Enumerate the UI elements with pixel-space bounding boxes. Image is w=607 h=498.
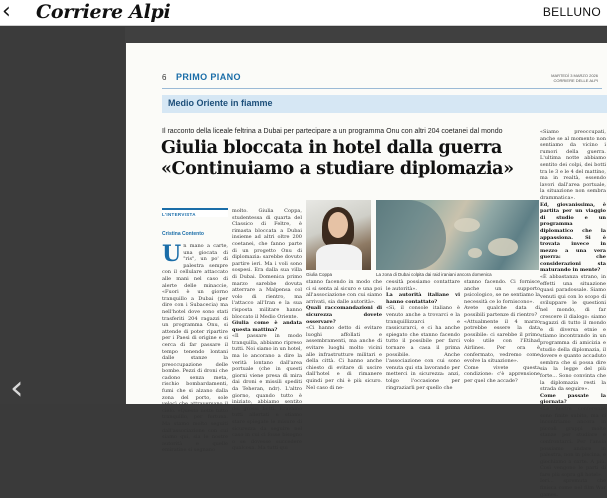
side-column-question: Ed, giovanissima, è partita per un viaggio di studio e un programma diplomatico che la appassiona. Si è trovata invece in mezzo a una vera guerra: che considerazioni sta maturando in mente? — [540, 201, 606, 274]
interview-tag-block — [162, 208, 228, 237]
side-column-question-2: Come passate la giornata? — [540, 392, 606, 406]
page-date-line1: MARTEDÌ 3 MARZO 2026 — [551, 73, 598, 78]
drop-cap: U — [162, 241, 182, 267]
column-3-answer: «Ci hanno detto di evitare luoghi affollati e assembramenti, ma anche di evitare luoghi molto vicini alle infrastrutture militari e della città. Ci hanno anche chiesto di evitare di uscire dall'hotel e di rimanere quindi per chi è più sicuro. Nel caso di ne- — [306, 325, 382, 391]
headline-line-1: Giulia bloccata in hotel dalla guerra — [161, 138, 502, 158]
article-column-4 — [386, 279, 460, 391]
portrait-caption: Giulia Coppa — [306, 272, 333, 277]
article-column-3 — [306, 279, 382, 391]
portrait-face — [328, 212, 348, 238]
column-5-text: stanno facendo. Ci fornisce anche un supporto psicologico, se ne sentiamo la necessità ce lo forniscono». — [464, 279, 540, 305]
page-date — [551, 73, 598, 83]
portrait-shirt — [316, 244, 362, 270]
newspaper-logo: Corriere Alpi — [36, 1, 171, 23]
side-column-answer-2: «Le nostre conferenze sono finite subito, ma ci incontriamo ancora in piccoli gruppi molte stanze per studiare e confrontarci. Per l'ansia possiamo andare in palestra, non in piscina, e giochiamo a carte. A più. Così vengono le parti di fare più sopra gli hotel». — [540, 405, 606, 478]
previous-page-chevron-icon[interactable]: ‹ — [10, 368, 24, 408]
article-column-1 — [162, 243, 228, 454]
satellite-water — [376, 200, 446, 270]
column-5-answer: «Attualmente il 4 marzo potrebbe essere la data possibile: ci sarebbe il primo volo utile con l'Etihad Airlines. Per ora è confermato, vedremo come evolve la situazione». — [464, 318, 540, 365]
author-byline: Cristina Contento — [162, 231, 204, 237]
column-4-answer: «Sì, il console italiano è venuto anche a trovarci e la tranquillizzarci e rassicurarci, e ci ha anche spiegato che stanno facendo tutto il possibile per farci tornare a casa il prima possibile. Anche l'associazione con cui sono venuta qui sta lavorando per metterci in sicurezza: anzi, tolgo l'occasione per ringraziarli per quello che — [386, 305, 460, 391]
headline-line-2: «Continuiamo a studiare diplomazia» — [161, 159, 514, 179]
section-title: PRIMO PIANO — [176, 72, 241, 82]
side-column-answer: «È abbastanza strano, in effetti una situazione quasi paradossale. Siamo venuti qui con lo scopo di sviluppare le questioni nel mondo, di far crescere il dialogo: siamo ragazzi di tutto il mondo e di diversa etnie e stiamo incontrando in un programma di amicizia e studio della diplomazia, il dovere e quanto accaduto sembra che si possa dire sia la legge del più forte... Sono convinta che la diplomazia resti la strada da seguire». — [540, 274, 606, 393]
viewer-left-area — [0, 27, 125, 408]
column-1-text: n mano a carte, una giocata di "ris", un po' di palestra sempre con il cellulare attaccato alle mani nel caso di alerte delle minaccie, «Fuori è un giorno tranquillo a Dubai (per dire con i Subacecia) ma nell'hotel dove sono stati trasferiti 204 ragazzi di un programma Onu, si attende di poter ripartire per i Paesi di origine e si cerca di far passare il tempo tenendo lontani dalle stanze la preoccupazione delle bombe. Pezzi di droni che cadono senza meta, rischio bombardamenti, fumi che si alzano dalla zona del porto, sole velocì che attraversano il cielo. «Questo notte tutto tranquillo, per fortuna. Ma stamo molto seguiti dall'associazione con cui siamo qui, sia le nostre autorità e quelle emiratine si segnano — [162, 243, 228, 454]
header-divider — [162, 88, 602, 89]
portrait-photo — [306, 200, 371, 270]
column-2-text: molto. Giulia Coppa, studentessa di quarta del Classico di Feltre, è rimasta bloccata a Dubai insieme ad altri oltre 200 coetanei, che fanno parte di un progetto Onu di diplomazia: sarebbe dovuto partire ieri. Ma i voli sono sospesi. Era dalla sua villa di Dubai. Domenica primo marzo sarebbe dovuta atterrare a Malpensa col volo di rientro, ma l'attacco all'Iran e la sua risposta militare hanno bloccato il Medio Oriente. — [232, 208, 302, 320]
satellite-island — [454, 218, 480, 232]
column-5-question: Avete qualche data di possibili partenze di rientro? — [464, 305, 540, 318]
topic-banner — [162, 95, 607, 113]
satellite-caption: La zona di Dubai colpita dai raid iraniani ancora domenica — [376, 272, 492, 277]
satellite-island — [468, 248, 482, 258]
page-header — [162, 73, 602, 87]
column-2-question: Giulia come è andata questa mattina? — [232, 320, 302, 333]
column-4-text: cessità possiamo contattare le autorità». — [386, 279, 460, 292]
article-column-5 — [464, 279, 540, 385]
satellite-island — [488, 238, 518, 256]
app-header — [0, 0, 607, 26]
article-side-column — [540, 129, 606, 498]
side-column-text: «Siamo preoccupati, anche se al momento non sentiamo da vicino i rumori della guerra. L'ultima notte abbiamo sentito dei colpi, dei botti tra le 3 e le 4 del mattino, ma in realtà, essendo lavori dall'area portuale, la situazione non sembra drammatica». — [540, 129, 606, 201]
back-arrow-icon[interactable]: ‹ — [2, 0, 11, 24]
edition-label[interactable]: BELLUNO — [542, 5, 601, 19]
column-3-question: Quali raccomandazioni di sicurezza dovete osservare? — [306, 305, 382, 325]
article-column-2 — [232, 208, 302, 452]
page-date-line2: CORRIERE DELLE ALPI — [553, 78, 598, 83]
column-4-question: La autorità italiane vi hanno contattato? — [386, 292, 460, 305]
article-kicker: Il racconto della liceale feltrina a Dubai per partecipare a un programma Onu con altri 204 coetanei dal mondo — [162, 128, 503, 135]
satellite-photo — [376, 200, 539, 270]
column-3-text: stanno facendo in modo che ci si senta al sicuro e una poi all'associazione con cui siamo arrivati, sia dalle autorità». — [306, 279, 382, 305]
column-5-question-2: Come vivete questa condizione: c'è apprensione per quel che accade? — [464, 364, 540, 384]
topic-banner-label: Medio Oriente in fiamme — [168, 98, 273, 108]
side-column-answer-3: Ieri... spremuta che finisca come nel film War games. — [540, 478, 606, 498]
interview-tag: L'INTERVISTA — [162, 208, 228, 217]
column-2-answer: «Il passare in modo tranquilla, abbiamo ripreso tutti. Noi siamo in un hotel, ma lo ancorano a dire la verità lontano dall'area portuale (che in questi giorni viene presa di mira dai droni e missili spediti da Teheran, ndr). L'altro giorno, quando tutto è iniziato, abbiamo sentito dei grossi botti. Eravamo tutti allertati e stiamo stare spiegate le misure di sicurezza da seguire nel caso in cui ci fosse bisogno o se dovesse succedere qualcosa. Ma tutti qui — [232, 333, 302, 452]
page-number: 6 — [162, 73, 167, 82]
newspaper-page[interactable] — [126, 43, 607, 498]
